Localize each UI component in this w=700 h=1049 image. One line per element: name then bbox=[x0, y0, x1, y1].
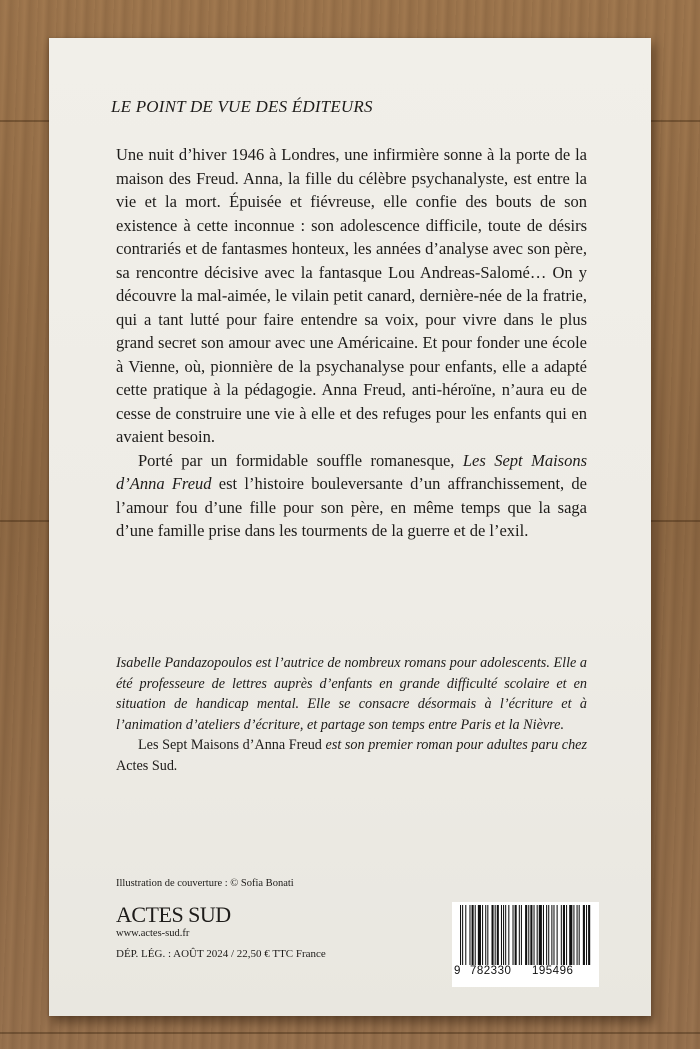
barcode-bar bbox=[505, 905, 506, 965]
barcode-bar bbox=[519, 905, 520, 965]
barcode-bar bbox=[586, 905, 587, 965]
bio-text: est son premier roman pour adultes paru chez bbox=[321, 737, 587, 753]
publisher-name: Actes Sud bbox=[116, 757, 174, 774]
barcode-bar bbox=[460, 905, 461, 965]
floor-plank-seam bbox=[0, 1032, 700, 1034]
barcode-bar bbox=[561, 905, 562, 965]
barcode-bar bbox=[569, 905, 572, 965]
barcode-bar bbox=[563, 905, 565, 965]
barcode-bar bbox=[497, 905, 499, 965]
barcode-bar bbox=[566, 905, 567, 965]
barcode-bar bbox=[543, 905, 544, 965]
legal-deposit-price: DÉP. LÉG. : AOÛT 2024 / 22,50 € TTC France bbox=[116, 948, 326, 960]
illustration-credit: Illustration de couverture : © Sofia Bonati bbox=[116, 878, 294, 889]
bio-text: . bbox=[173, 757, 178, 774]
barcode-bar bbox=[528, 905, 529, 965]
synopsis-text: Porté par un formidable souffle romanesque, bbox=[138, 450, 463, 470]
barcode-bar bbox=[525, 905, 527, 965]
barcode-bar bbox=[485, 905, 486, 965]
barcode-bar bbox=[508, 905, 509, 965]
book-title: Les Sept Maisons d’Anna Freud bbox=[116, 450, 588, 493]
synopsis bbox=[116, 143, 587, 543]
barcode-bar bbox=[583, 905, 585, 965]
book-title: Les Sept Maisons d’Anna Freud bbox=[138, 737, 322, 753]
barcode-bar bbox=[495, 905, 496, 965]
barcode-bar bbox=[475, 905, 476, 965]
barcode-bar bbox=[553, 905, 554, 965]
barcode-bar bbox=[539, 905, 542, 965]
barcode-bar bbox=[579, 905, 580, 965]
synopsis-paragraph: Une nuit d’hiver 1946 à Londres, une infirmière sonne à la porte de la maison des Freud. Anna, la fille du célèbre psychanalyste, est entre la vie et la mort. Épuisée et fiévreuse, elle confie des bouts de son existence à cette inconnue : son adolescence difficile, toute de désirs contrariés et de fantasmes honteux, les années d’analyse avec son père, sa rencontre décisive avec la fantasque Lou Andreas-Salomé… On y découvre la mal-aimée, le vilain petit canard, dernière-née de la fratrie, qui a tant lutté pour faire entendre sa voix, pour vivre dans le plus grand secret son amour avec une Américaine. Et pour fonder une école à Vienne, où, pionnière de la psychanalyse pour enfants, elle a adapté cette pratique à la pédagogie. Anna Freud, anti-héroïne, n’aura eu de cesse de construire une vie à elle et des refuges pour les enfants qui en avaient besoin. bbox=[116, 145, 587, 446]
synopsis-paragraph bbox=[116, 449, 587, 543]
barcode-bar bbox=[557, 905, 558, 965]
barcode-bar bbox=[482, 905, 483, 965]
barcode-bar bbox=[548, 905, 549, 965]
bio-paragraph bbox=[116, 735, 587, 776]
barcode-bars bbox=[460, 905, 591, 967]
barcode-bar bbox=[537, 905, 538, 965]
barcode-bar bbox=[503, 905, 504, 965]
book-back-cover bbox=[49, 38, 651, 1016]
barcode-bar bbox=[534, 905, 535, 965]
barcode-bar bbox=[487, 905, 488, 965]
barcode-bar bbox=[521, 905, 522, 965]
barcode-bar bbox=[501, 905, 502, 965]
isbn-lead-digit: 9 bbox=[454, 965, 461, 977]
barcode-bar bbox=[478, 905, 481, 965]
barcode-bar bbox=[588, 905, 590, 965]
editors-heading: LE POINT DE VUE DES ÉDITEURS bbox=[111, 97, 373, 116]
barcode-bar bbox=[573, 905, 574, 965]
barcode-bar bbox=[513, 905, 514, 965]
isbn-group-1: 782330 bbox=[470, 965, 512, 977]
barcode-bar bbox=[530, 905, 532, 965]
barcode-bar bbox=[551, 905, 552, 965]
barcode-bar bbox=[577, 905, 578, 965]
barcode-bar bbox=[465, 905, 466, 965]
isbn-barcode bbox=[452, 902, 599, 987]
synopsis-text: est l’histoire bouleversante d’un affranchissement, de l’amour fou d’une fille pour son père, en même temps que la saga d’une famille prise dans les tourments de la guerre et de l’exil. bbox=[116, 474, 587, 540]
barcode-bar bbox=[515, 905, 517, 965]
barcode-bar bbox=[492, 905, 494, 965]
author-bio bbox=[116, 653, 587, 776]
barcode-bar bbox=[472, 905, 474, 965]
publisher-website: www.actes-sud.fr bbox=[116, 928, 190, 939]
barcode-bar bbox=[469, 905, 470, 965]
bio-paragraph: Isabelle Pandazopoulos est l’autrice de nombreux romans pour adolescents. Elle a été professeure de lettres auprès d’enfants en grande difficulté scolaire et en situation de handicap mental. Elle se consacre désormais à l’écriture et à l’animation d’ateliers d’écriture, et partage son temps entre Paris et la Nièvre. bbox=[116, 655, 587, 733]
barcode-bar bbox=[546, 905, 547, 965]
barcode-bar bbox=[462, 905, 463, 965]
publisher-logo: ACTES SUD bbox=[116, 902, 231, 927]
isbn-group-2: 195496 bbox=[532, 965, 574, 977]
